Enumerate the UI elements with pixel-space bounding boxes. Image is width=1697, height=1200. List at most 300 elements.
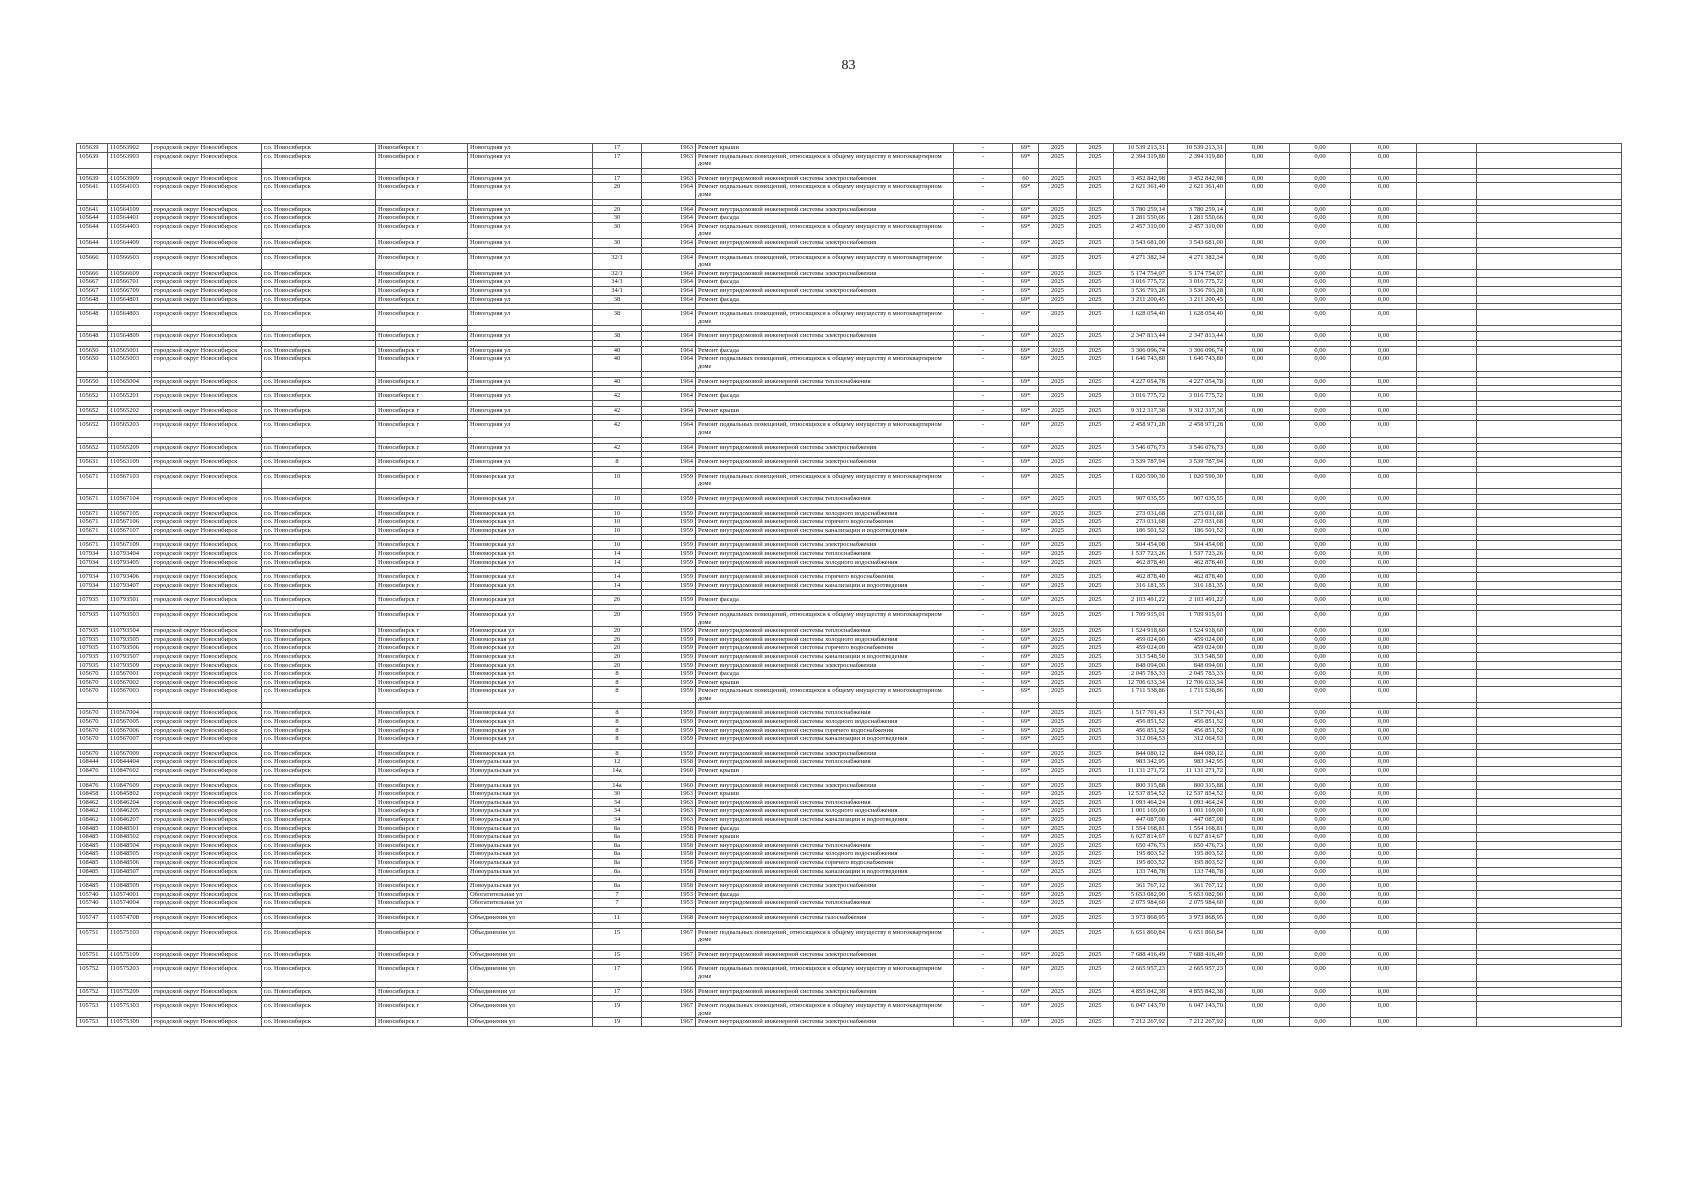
cell-work-type: Ремонт внутридомовой инженерной системы электроснабжения — [696, 781, 954, 790]
cell-city: Новосибирск г — [376, 824, 468, 833]
cell-budget-regional: 0,00 — [1290, 377, 1351, 386]
cell-house-id: 105747 — [77, 913, 108, 922]
cell-work-type: Ремонт внутридомовой инженерной системы холодного водоснабжения — [696, 509, 954, 518]
cell-build-year: 1964 — [642, 253, 696, 269]
cell-wear-percent: 69* — [1013, 670, 1039, 679]
cell-plan-year-start: 2025 — [1039, 269, 1077, 278]
cell-work-type: Ремонт подвальных помещений, относящихся к общему имуществу в многоквартирном доме — [696, 965, 954, 981]
cell-dash-col: - — [954, 841, 1013, 850]
cell-fund-cost: 1 628 054,40 — [1168, 310, 1226, 326]
cell-work-id: 110793507 — [108, 652, 152, 661]
table-row — [77, 678, 1622, 687]
cell-build-year: 1959 — [642, 509, 696, 518]
cell-house-id: 105652 — [77, 443, 108, 452]
cell-work-id: 110565001 — [108, 346, 152, 355]
cell-build-year: 1964 — [642, 238, 696, 247]
cell-wear-percent: 69* — [1013, 421, 1039, 437]
cell-note — [1477, 882, 1622, 891]
cell-total-cost: 3 306 096,74 — [1114, 346, 1168, 355]
cell-work-id: 110575109 — [108, 950, 152, 959]
cell-house-id: 105751 — [77, 950, 108, 959]
cell-work-type: Ремонт внутридомовой инженерной системы электроснабжения — [696, 1018, 954, 1027]
cell-budget-local: 0,00 — [1351, 758, 1417, 767]
cell-wear-percent: 69* — [1013, 269, 1039, 278]
cell-owners-funds — [1417, 687, 1477, 703]
cell-work-id: 110848502 — [108, 833, 152, 842]
cell-note — [1477, 899, 1622, 908]
cell-work-type: Ремонт внутридомовой инженерной системы горячего водоснабжения — [696, 858, 954, 867]
cell-fund-cost: 316 181,35 — [1168, 581, 1226, 590]
cell-budget-local: 0,00 — [1351, 850, 1417, 859]
cell-plan-year-start: 2025 — [1039, 541, 1077, 550]
cell-municipality: городской округ Новосибирск — [152, 278, 262, 287]
cell-house-id: 107934 — [77, 573, 108, 582]
cell-wear-percent: 69* — [1013, 541, 1039, 550]
cell-build-year: 1964 — [642, 214, 696, 223]
cell-note — [1477, 661, 1622, 670]
cell-plan-year-start: 2025 — [1039, 899, 1077, 908]
cell-plan-year-end: 2025 — [1077, 596, 1114, 605]
table-row — [77, 749, 1622, 758]
cell-owners-funds — [1417, 295, 1477, 304]
cell-plan-year-start: 2025 — [1039, 421, 1077, 437]
table-row — [77, 816, 1622, 825]
cell-budget-local: 0,00 — [1351, 183, 1417, 199]
cell-fund-cost: 3 452 842,98 — [1168, 174, 1226, 183]
cell-wear-percent: 69* — [1013, 392, 1039, 401]
cell-note — [1477, 913, 1622, 922]
cell-work-type: Ремонт внутридомовой инженерной системы горячего водоснабжения — [696, 518, 954, 527]
cell-budget-federal: 0,00 — [1226, 286, 1290, 295]
cell-work-id: 110565209 — [108, 443, 152, 452]
cell-district: г.о. Новосибирск — [262, 421, 376, 437]
cell-plan-year-start: 2025 — [1039, 709, 1077, 718]
cell-plan-year-end: 2025 — [1077, 174, 1114, 183]
cell-note — [1477, 718, 1622, 727]
cell-street: Новоморская ул — [468, 495, 593, 504]
cell-wear-percent: 69* — [1013, 718, 1039, 727]
cell-city: Новосибирск г — [376, 573, 468, 582]
cell-dash-col: - — [954, 214, 1013, 223]
cell-owners-funds — [1417, 824, 1477, 833]
cell-fund-cost: 1 020 590,30 — [1168, 472, 1226, 488]
table-row — [77, 850, 1622, 859]
cell-house-id: 105650 — [77, 346, 108, 355]
cell-budget-federal: 0,00 — [1226, 443, 1290, 452]
cell-build-year: 1959 — [642, 495, 696, 504]
cell-house-id: 105648 — [77, 310, 108, 326]
table-row — [77, 798, 1622, 807]
cell-plan-year-end: 2025 — [1077, 950, 1114, 959]
cell-house-id: 105650 — [77, 355, 108, 371]
cell-dash-col: - — [954, 950, 1013, 959]
cell-budget-local: 0,00 — [1351, 509, 1417, 518]
cell-dash-col: - — [954, 867, 1013, 876]
cell-plan-year-end: 2025 — [1077, 541, 1114, 550]
cell-total-cost: 459 024,00 — [1114, 635, 1168, 644]
cell-note — [1477, 687, 1622, 703]
cell-fund-cost: 273 031,68 — [1168, 509, 1226, 518]
cell-fund-cost: 1 524 918,60 — [1168, 627, 1226, 636]
cell-house-id: 107935 — [77, 635, 108, 644]
cell-dash-col: - — [954, 581, 1013, 590]
cell-work-type: Ремонт внутридомовой инженерной системы холодного водоснабжения — [696, 718, 954, 727]
cell-wear-percent: 69* — [1013, 890, 1039, 899]
cell-plan-year-start: 2025 — [1039, 781, 1077, 790]
cell-budget-regional: 0,00 — [1290, 833, 1351, 842]
cell-work-type: Ремонт крыши — [696, 833, 954, 842]
cell-district: г.о. Новосибирск — [262, 726, 376, 735]
cell-house-number: 10 — [593, 518, 642, 527]
cell-total-cost: 2 458 971,28 — [1114, 421, 1168, 437]
cell-house-id: 105670 — [77, 678, 108, 687]
cell-budget-federal: 0,00 — [1226, 726, 1290, 735]
table-row — [77, 824, 1622, 833]
cell-owners-funds — [1417, 278, 1477, 287]
cell-owners-funds — [1417, 346, 1477, 355]
cell-total-cost: 1 517 701,43 — [1114, 709, 1168, 718]
cell-dash-col: - — [954, 670, 1013, 679]
cell-budget-local: 0,00 — [1351, 913, 1417, 922]
cell-work-id: 110564409 — [108, 238, 152, 247]
cell-total-cost: 800 315,88 — [1114, 781, 1168, 790]
cell-house-id: 105650 — [77, 377, 108, 386]
cell-total-cost: 1 524 918,60 — [1114, 627, 1168, 636]
cell-owners-funds — [1417, 183, 1477, 199]
table-row — [77, 472, 1622, 488]
cell-wear-percent: 69* — [1013, 310, 1039, 326]
cell-dash-col: - — [954, 526, 1013, 535]
cell-district: г.о. Новосибирск — [262, 670, 376, 679]
cell-budget-federal: 0,00 — [1226, 269, 1290, 278]
cell-budget-local: 0,00 — [1351, 406, 1417, 415]
cell-municipality: городской округ Новосибирск — [152, 144, 262, 153]
cell-budget-regional: 0,00 — [1290, 472, 1351, 488]
cell-fund-cost: 186 501,52 — [1168, 526, 1226, 535]
cell-budget-local: 0,00 — [1351, 965, 1417, 981]
cell-budget-federal: 0,00 — [1226, 965, 1290, 981]
cell-work-id: 110574001 — [108, 890, 152, 899]
cell-house-number: 8 — [593, 709, 642, 718]
cell-house-number: 34/1 — [593, 278, 642, 287]
cell-owners-funds — [1417, 581, 1477, 590]
cell-municipality: городской округ Новосибирск — [152, 670, 262, 679]
cell-work-type: Ремонт внутридомовой инженерной системы электроснабжения — [696, 174, 954, 183]
cell-note — [1477, 355, 1622, 371]
cell-note — [1477, 678, 1622, 687]
cell-plan-year-end: 2025 — [1077, 913, 1114, 922]
cell-budget-federal: 0,00 — [1226, 377, 1290, 386]
cell-municipality: городской округ Новосибирск — [152, 541, 262, 550]
cell-plan-year-end: 2025 — [1077, 472, 1114, 488]
cell-note — [1477, 421, 1622, 437]
cell-work-id: 110848504 — [108, 841, 152, 850]
cell-house-id: 107935 — [77, 627, 108, 636]
cell-owners-funds — [1417, 709, 1477, 718]
cell-dash-col: - — [954, 850, 1013, 859]
cell-build-year: 1964 — [642, 443, 696, 452]
cell-budget-federal: 0,00 — [1226, 687, 1290, 703]
cell-street: Новогодняя ул — [468, 377, 593, 386]
cell-work-type: Ремонт подвальных помещений, относящихся к общему имуществу в многоквартирном доме — [696, 1002, 954, 1018]
cell-house-number: 20 — [593, 205, 642, 214]
cell-house-id: 108485 — [77, 841, 108, 850]
table-row — [77, 205, 1622, 214]
cell-budget-regional: 0,00 — [1290, 798, 1351, 807]
cell-total-cost: 195 803,52 — [1114, 850, 1168, 859]
cell-house-number: 10 — [593, 495, 642, 504]
cell-city: Новосибирск г — [376, 174, 468, 183]
cell-build-year: 1959 — [642, 749, 696, 758]
cell-dash-col: - — [954, 355, 1013, 371]
cell-fund-cost: 4 855 842,38 — [1168, 987, 1226, 996]
cell-municipality: городской округ Новосибирск — [152, 458, 262, 467]
cell-city: Новосибирск г — [376, 670, 468, 679]
cell-plan-year-end: 2025 — [1077, 678, 1114, 687]
cell-owners-funds — [1417, 596, 1477, 605]
cell-fund-cost: 2 103 491,22 — [1168, 596, 1226, 605]
cell-fund-cost: 11 131 271,72 — [1168, 767, 1226, 776]
cell-fund-cost: 4 227 054,78 — [1168, 377, 1226, 386]
cell-budget-regional: 0,00 — [1290, 987, 1351, 996]
cell-plan-year-end: 2025 — [1077, 495, 1114, 504]
cell-plan-year-start: 2025 — [1039, 355, 1077, 371]
cell-plan-year-start: 2025 — [1039, 310, 1077, 326]
cell-note — [1477, 627, 1622, 636]
cell-budget-local: 0,00 — [1351, 581, 1417, 590]
cell-city: Новосибирск г — [376, 965, 468, 981]
cell-budget-regional: 0,00 — [1290, 950, 1351, 959]
cell-build-year: 1964 — [642, 332, 696, 341]
cell-district: г.о. Новосибирск — [262, 269, 376, 278]
cell-house-number: 20 — [593, 596, 642, 605]
cell-note — [1477, 526, 1622, 535]
cell-note — [1477, 890, 1622, 899]
cell-plan-year-end: 2025 — [1077, 928, 1114, 944]
cell-budget-regional: 0,00 — [1290, 346, 1351, 355]
cell-plan-year-start: 2025 — [1039, 833, 1077, 842]
cell-municipality: городской округ Новосибирск — [152, 816, 262, 825]
cell-house-id: 105671 — [77, 509, 108, 518]
cell-budget-regional: 0,00 — [1290, 421, 1351, 437]
cell-plan-year-end: 2025 — [1077, 687, 1114, 703]
cell-street: Новогодняя ул — [468, 238, 593, 247]
cell-city: Новосибирск г — [376, 472, 468, 488]
cell-build-year: 1959 — [642, 652, 696, 661]
cell-work-type: Ремонт подвальных помещений, относящихся к общему имуществу в многоквартирном доме — [696, 421, 954, 437]
cell-house-id: 105648 — [77, 295, 108, 304]
cell-house-number: 42 — [593, 443, 642, 452]
cell-house-id: 108458 — [77, 790, 108, 799]
cell-municipality: городской округ Новосибирск — [152, 421, 262, 437]
cell-owners-funds — [1417, 882, 1477, 891]
cell-dash-col: - — [954, 183, 1013, 199]
cell-fund-cost: 6 651 860,84 — [1168, 928, 1226, 944]
cell-street: Новоморская ул — [468, 635, 593, 644]
cell-municipality: городской округ Новосибирск — [152, 286, 262, 295]
cell-house-number: 19 — [593, 1018, 642, 1027]
cell-street: Новоуральская ул — [468, 781, 593, 790]
cell-work-id: 110567104 — [108, 495, 152, 504]
cell-plan-year-start: 2025 — [1039, 495, 1077, 504]
cell-fund-cost: 3 546 076,73 — [1168, 443, 1226, 452]
cell-work-type: Ремонт внутридомовой инженерной системы канализации и водоотведения — [696, 816, 954, 825]
cell-city: Новосибирск г — [376, 781, 468, 790]
cell-budget-local: 0,00 — [1351, 610, 1417, 626]
cell-budget-federal: 0,00 — [1226, 174, 1290, 183]
cell-city: Новосибирск г — [376, 816, 468, 825]
cell-owners-funds — [1417, 392, 1477, 401]
cell-city: Новосибирск г — [376, 269, 468, 278]
cell-district: г.о. Новосибирск — [262, 144, 376, 153]
cell-owners-funds — [1417, 269, 1477, 278]
cell-total-cost: 3 546 076,73 — [1114, 443, 1168, 452]
cell-total-cost: 2 347 813,44 — [1114, 332, 1168, 341]
cell-house-number: 17 — [593, 144, 642, 153]
cell-plan-year-end: 2025 — [1077, 269, 1114, 278]
cell-budget-federal: 0,00 — [1226, 890, 1290, 899]
cell-plan-year-end: 2025 — [1077, 392, 1114, 401]
cell-plan-year-end: 2025 — [1077, 1002, 1114, 1018]
cell-budget-federal: 0,00 — [1226, 709, 1290, 718]
cell-wear-percent: 69* — [1013, 987, 1039, 996]
cell-house-id: 105644 — [77, 238, 108, 247]
table-row — [77, 767, 1622, 776]
cell-work-type: Ремонт внутридомовой инженерной системы электроснабжения — [696, 205, 954, 214]
cell-budget-regional: 0,00 — [1290, 790, 1351, 799]
cell-house-id: 105644 — [77, 214, 108, 223]
cell-fund-cost: 1 001 169,00 — [1168, 807, 1226, 816]
cell-fund-cost: 1 554 168,81 — [1168, 824, 1226, 833]
cell-fund-cost: 462 878,40 — [1168, 558, 1226, 567]
cell-city: Новосибирск г — [376, 635, 468, 644]
cell-house-id: 105641 — [77, 205, 108, 214]
cell-municipality: городской округ Новосибирск — [152, 269, 262, 278]
cell-street: Новоуральская ул — [468, 841, 593, 850]
cell-note — [1477, 858, 1622, 867]
cell-district: г.о. Новосибирск — [262, 1002, 376, 1018]
cell-fund-cost: 5 174 754,07 — [1168, 269, 1226, 278]
cell-plan-year-end: 2025 — [1077, 987, 1114, 996]
cell-house-id: 107935 — [77, 652, 108, 661]
cell-budget-regional: 0,00 — [1290, 152, 1351, 168]
cell-note — [1477, 833, 1622, 842]
cell-work-type: Ремонт внутридомовой инженерной системы теплоснабжения — [696, 377, 954, 386]
cell-plan-year-end: 2025 — [1077, 841, 1114, 850]
cell-total-cost: 273 031,68 — [1114, 509, 1168, 518]
cell-build-year: 1959 — [642, 610, 696, 626]
cell-dash-col: - — [954, 346, 1013, 355]
cell-budget-federal: 0,00 — [1226, 749, 1290, 758]
cell-budget-federal: 0,00 — [1226, 850, 1290, 859]
cell-budget-local: 0,00 — [1351, 824, 1417, 833]
cell-plan-year-start: 2025 — [1039, 816, 1077, 825]
cell-municipality: городской округ Новосибирск — [152, 152, 262, 168]
cell-wear-percent: 69* — [1013, 950, 1039, 959]
cell-plan-year-start: 2025 — [1039, 518, 1077, 527]
cell-total-cost: 12 537 854,52 — [1114, 790, 1168, 799]
cell-plan-year-end: 2025 — [1077, 807, 1114, 816]
cell-owners-funds — [1417, 152, 1477, 168]
cell-house-id: 105752 — [77, 965, 108, 981]
cell-budget-regional: 0,00 — [1290, 286, 1351, 295]
cell-house-id: 105670 — [77, 670, 108, 679]
cell-house-number: 8а — [593, 858, 642, 867]
cell-total-cost: 1 537 723,26 — [1114, 549, 1168, 558]
cell-work-type: Ремонт внутридомовой инженерной системы теплоснабжения — [696, 549, 954, 558]
cell-district: г.о. Новосибирск — [262, 458, 376, 467]
cell-fund-cost: 2 665 957,23 — [1168, 965, 1226, 981]
cell-owners-funds — [1417, 627, 1477, 636]
cell-budget-regional: 0,00 — [1290, 644, 1351, 653]
cell-budget-federal: 0,00 — [1226, 238, 1290, 247]
cell-house-number: 17 — [593, 174, 642, 183]
cell-budget-local: 0,00 — [1351, 596, 1417, 605]
cell-work-type: Ремонт подвальных помещений, относящихся к общему имуществу в многоквартирном доме — [696, 183, 954, 199]
cell-plan-year-start: 2025 — [1039, 1002, 1077, 1018]
cell-house-number: 42 — [593, 392, 642, 401]
cell-note — [1477, 253, 1622, 269]
cell-fund-cost: 459 024,00 — [1168, 644, 1226, 653]
table-row — [77, 152, 1622, 168]
cell-note — [1477, 965, 1622, 981]
cell-house-number: 38 — [593, 310, 642, 326]
table-row — [77, 687, 1622, 703]
cell-house-number: 8 — [593, 735, 642, 744]
cell-municipality: городской округ Новосибирск — [152, 509, 262, 518]
cell-plan-year-start: 2025 — [1039, 332, 1077, 341]
cell-house-number: 17 — [593, 987, 642, 996]
table-row — [77, 310, 1622, 326]
cell-wear-percent: 69* — [1013, 332, 1039, 341]
cell-wear-percent: 69* — [1013, 899, 1039, 908]
cell-dash-col: - — [954, 144, 1013, 153]
cell-street: Новоуральская ул — [468, 807, 593, 816]
cell-wear-percent: 69* — [1013, 652, 1039, 661]
cell-fund-cost: 1 093 464,24 — [1168, 798, 1226, 807]
cell-work-id: 110848507 — [108, 867, 152, 876]
cell-plan-year-end: 2025 — [1077, 824, 1114, 833]
cell-work-type: Ремонт внутридомовой инженерной системы теплоснабжения — [696, 495, 954, 504]
cell-wear-percent: 69* — [1013, 833, 1039, 842]
cell-budget-local: 0,00 — [1351, 458, 1417, 467]
cell-dash-col: - — [954, 913, 1013, 922]
cell-note — [1477, 205, 1622, 214]
cell-total-cost: 3 016 775,72 — [1114, 392, 1168, 401]
cell-street: Новоуральская ул — [468, 858, 593, 867]
cell-municipality: городской округ Новосибирск — [152, 222, 262, 238]
cell-budget-local: 0,00 — [1351, 392, 1417, 401]
cell-fund-cost: 447 087,08 — [1168, 816, 1226, 825]
cell-street: Новоморская ул — [468, 627, 593, 636]
cell-fund-cost: 312 064,53 — [1168, 735, 1226, 744]
cell-owners-funds — [1417, 1018, 1477, 1027]
cell-build-year: 1963 — [642, 807, 696, 816]
cell-fund-cost: 4 271 382,34 — [1168, 253, 1226, 269]
cell-budget-federal: 0,00 — [1226, 278, 1290, 287]
cell-budget-federal: 0,00 — [1226, 627, 1290, 636]
cell-budget-regional: 0,00 — [1290, 549, 1351, 558]
cell-dash-col: - — [954, 518, 1013, 527]
cell-budget-federal: 0,00 — [1226, 610, 1290, 626]
cell-street: Объединения ул — [468, 1002, 593, 1018]
cell-dash-col: - — [954, 899, 1013, 908]
cell-budget-federal: 0,00 — [1226, 841, 1290, 850]
cell-budget-federal: 0,00 — [1226, 790, 1290, 799]
cell-total-cost: 907 035,55 — [1114, 495, 1168, 504]
table-row — [77, 735, 1622, 744]
cell-plan-year-start: 2025 — [1039, 749, 1077, 758]
